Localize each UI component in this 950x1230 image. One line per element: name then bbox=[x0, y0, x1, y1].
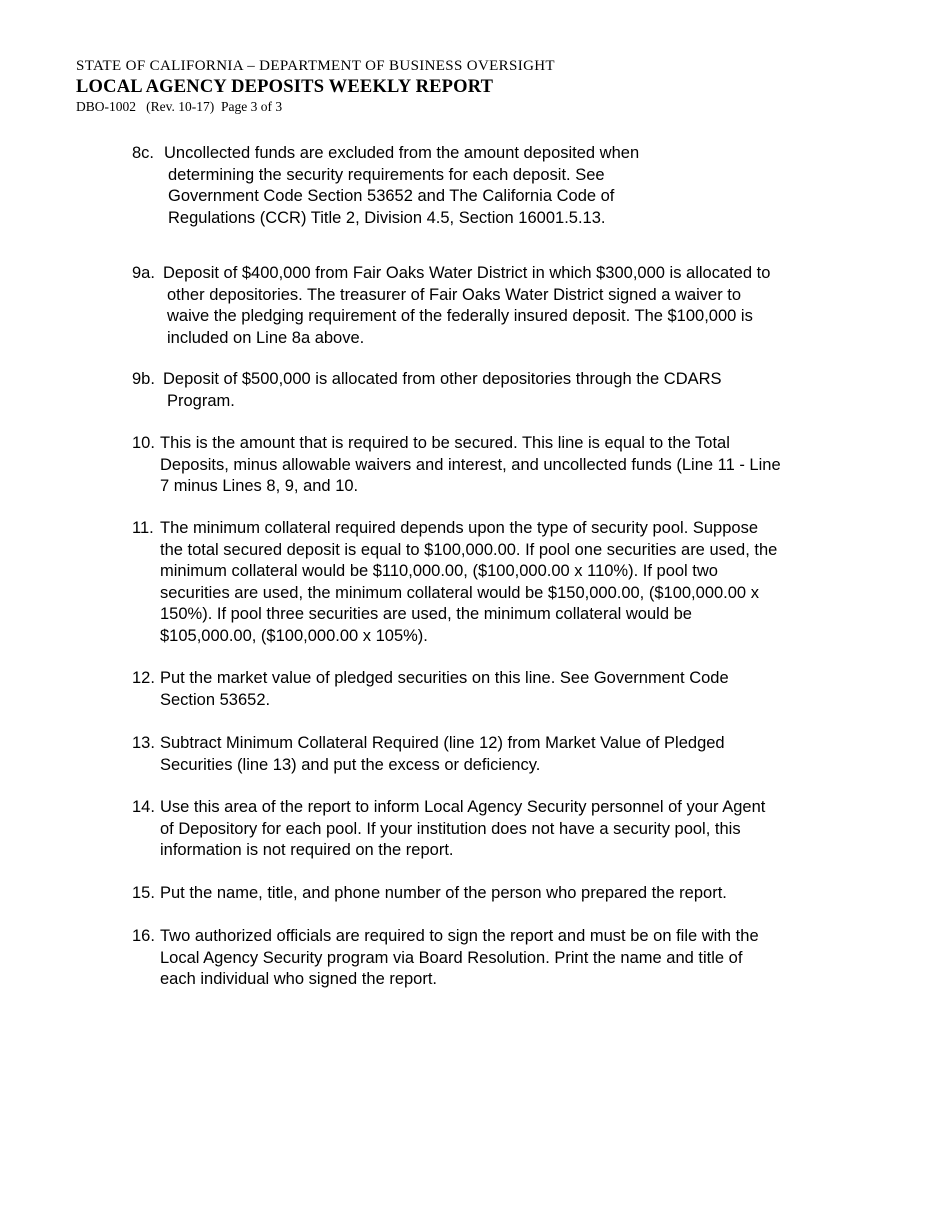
item-number: 12. bbox=[132, 669, 155, 687]
instruction-item-11 bbox=[132, 518, 777, 648]
item-line: determining the security requirements for each deposit. See bbox=[168, 165, 605, 184]
item-number: 13. bbox=[132, 734, 155, 752]
item-line: of Depository for each pool. If your institution does not have a security pool, this bbox=[160, 819, 741, 838]
item-line: minimum collateral would be $110,000.00, ($100,000.00 x 110%). If pool two bbox=[160, 562, 718, 581]
item-line: 7 minus Lines 8, 9, and 10. bbox=[160, 477, 359, 496]
form-info bbox=[76, 98, 555, 115]
item-number: 16. bbox=[132, 927, 155, 945]
instruction-item-13 bbox=[132, 733, 725, 776]
item-line: Two authorized officials are required to sign the report and must be on file with the bbox=[160, 927, 759, 945]
instruction-item-12 bbox=[132, 668, 729, 711]
item-line: Subtract Minimum Collateral Required (line 12) from Market Value of Pledged bbox=[160, 734, 725, 752]
instruction-item-9b bbox=[132, 369, 722, 412]
item-line: information is not required on the report. bbox=[160, 841, 454, 860]
agency-name: STATE OF CALIFORNIA – DEPARTMENT OF BUSINESS OVERSIGHT bbox=[76, 58, 555, 74]
item-line: the total secured deposit is equal to $100,000.00. If pool one securities are used, the bbox=[160, 540, 778, 559]
item-line: Regulations (CCR) Title 2, Division 4.5, Section 16001.5.13. bbox=[168, 208, 606, 227]
item-line: Deposit of $400,000 from Fair Oaks Water District in which $300,000 is allocated to bbox=[163, 264, 771, 282]
item-number: 11. bbox=[132, 519, 154, 537]
item-line: 150%). If pool three securities are used, the minimum collateral would be bbox=[160, 605, 692, 624]
item-line: Deposits, minus allowable waivers and interest, and uncollected funds (Line 11 - Line bbox=[160, 455, 781, 474]
item-line: waive the pledging requirement of the federally insured deposit. The $100,000 is bbox=[167, 307, 753, 326]
page-header bbox=[76, 57, 555, 115]
form-id: DBO-1002 bbox=[76, 99, 136, 114]
report-title: LOCAL AGENCY DEPOSITS WEEKLY REPORT bbox=[76, 77, 494, 97]
item-number: 15. bbox=[132, 884, 155, 902]
instruction-item-10 bbox=[132, 433, 781, 498]
item-line: each individual who signed the report. bbox=[160, 970, 438, 989]
item-line: $105,000.00, ($100,000.00 x 105%). bbox=[160, 626, 428, 645]
item-line: securities are used, the minimum collateral would be $150,000.00, ($100,000.00 x bbox=[160, 583, 759, 602]
instruction-item-14 bbox=[132, 797, 765, 862]
item-number: 9b. bbox=[132, 370, 155, 388]
item-line: Government Code Section 53652 and The California Code of bbox=[168, 187, 615, 206]
item-number: 14. bbox=[132, 798, 155, 816]
item-line: Uncollected funds are excluded from the amount deposited when bbox=[164, 144, 640, 162]
instruction-item-9a bbox=[132, 263, 770, 349]
item-number: 8c. bbox=[132, 144, 155, 162]
item-number: 10. bbox=[132, 434, 155, 452]
item-line: Securities (line 13) and put the excess or deficiency. bbox=[160, 755, 541, 774]
item-line: Local Agency Security program via Board Resolution. Print the name and title of bbox=[160, 948, 743, 967]
item-line: The minimum collateral required depends upon the type of security pool. Suppose bbox=[160, 519, 759, 537]
form-revision: (Rev. 10-17) bbox=[146, 99, 215, 114]
item-line: This is the amount that is required to be secured. This line is equal to the Total bbox=[160, 434, 730, 452]
item-line: Section 53652. bbox=[160, 690, 271, 709]
page-number: Page 3 of 3 bbox=[220, 99, 283, 114]
item-line: other depositories. The treasurer of Fair Oaks Water District signed a waiver to bbox=[167, 285, 742, 304]
item-line: Use this area of the report to inform Local Agency Security personnel of your Agent bbox=[160, 798, 766, 816]
item-number: 9a. bbox=[132, 264, 155, 282]
item-line: Put the name, title, and phone number of the person who prepared the report. bbox=[160, 884, 727, 902]
instruction-item-15 bbox=[132, 883, 727, 905]
item-line: Program. bbox=[167, 391, 235, 410]
instruction-item-8c bbox=[132, 143, 639, 229]
item-line: Put the market value of pledged securities on this line. See Government Code bbox=[160, 669, 729, 687]
item-line: included on Line 8a above. bbox=[167, 328, 365, 347]
instruction-item-16 bbox=[132, 926, 759, 991]
item-line: Deposit of $500,000 is allocated from other depositories through the CDARS bbox=[163, 370, 722, 388]
